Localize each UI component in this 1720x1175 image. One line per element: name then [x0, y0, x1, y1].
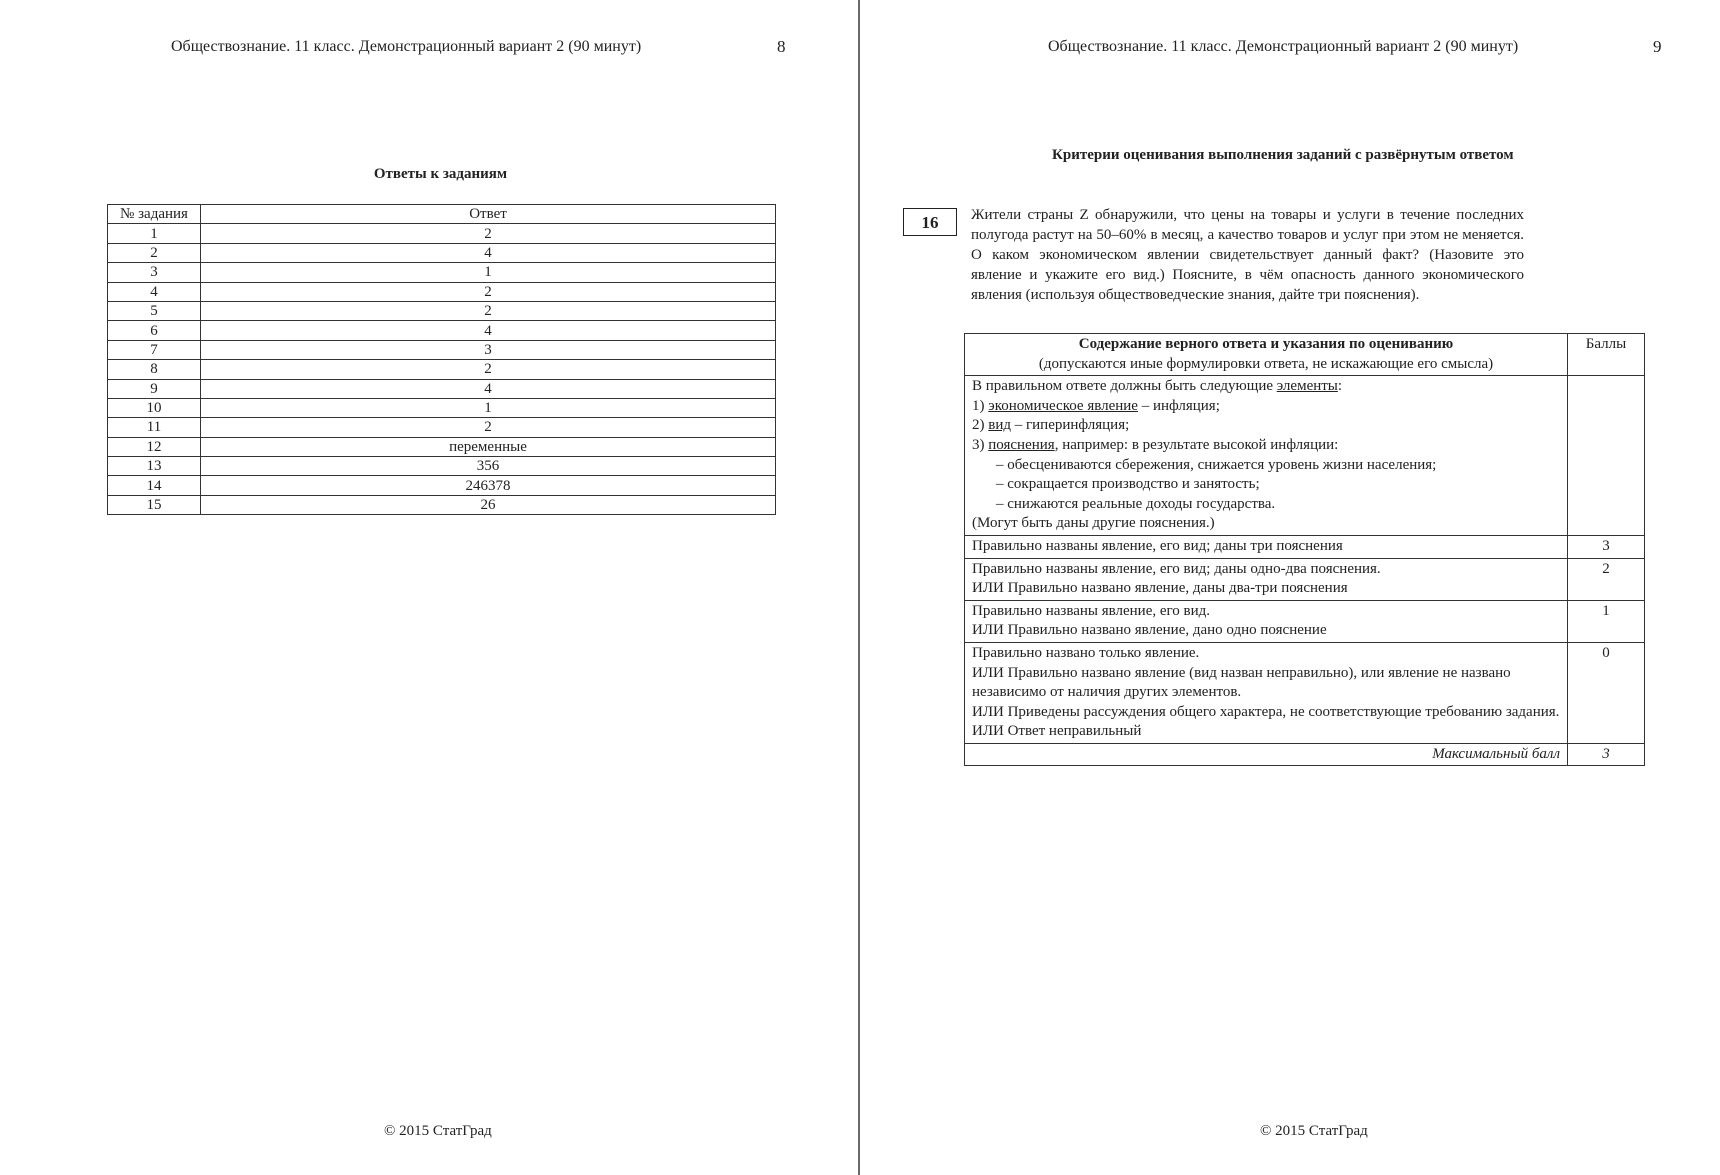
answer-intro-text: В правильном ответе должны быть следующие	[972, 378, 1277, 395]
criteria-description	[965, 642, 1568, 743]
task-number-cell: 4	[108, 282, 201, 301]
answer-cell: 1	[201, 398, 776, 417]
answer-element-2	[972, 416, 1560, 436]
answer-intro-underlined: элементы	[1276, 378, 1338, 395]
table-row	[108, 398, 776, 417]
criteria-line: ИЛИ Правильно названо явление (вид назван неправильно), или явление не названо независимо от наличия других элементов.	[972, 664, 1511, 701]
task-number-cell: 7	[108, 340, 201, 359]
criteria-heading: Критерии оценивания выполнения заданий с развёрнутым ответом	[1052, 147, 1514, 163]
answer-element-3	[972, 436, 1560, 456]
answer-cell: 2	[201, 301, 776, 320]
table-row	[108, 495, 776, 514]
criteria-line: Правильно названы явление, его вид.	[972, 602, 1211, 619]
max-score-value: 3	[1568, 743, 1645, 766]
element-text: , например: в результате высокой инфляции:	[1054, 436, 1339, 453]
criteria-row	[965, 642, 1645, 743]
criteria-row	[965, 558, 1645, 600]
element-text: – инфляция;	[1137, 397, 1220, 414]
task-number-cell: 3	[108, 263, 201, 282]
task-number-cell: 2	[108, 243, 201, 262]
left-page	[0, 0, 858, 1175]
task-number-cell: 12	[108, 437, 201, 456]
answer-cell: 246378	[201, 476, 776, 495]
task-number-cell: 15	[108, 495, 201, 514]
answers-table-body	[108, 224, 776, 515]
answer-intro-tail: :	[1337, 378, 1343, 395]
table-row	[108, 476, 776, 495]
page-header: Обществознание. 11 класс. Демонстрационный вариант 2 (90 минут)	[1048, 38, 1519, 55]
criteria-header-title: Содержание верного ответа и указания по оцениванию	[1078, 336, 1454, 352]
explanation-item: – сокращается производство и занятость;	[996, 476, 1260, 493]
answers-heading: Ответы к заданиям	[373, 166, 508, 182]
task-number-cell: 5	[108, 301, 201, 320]
element-number: 3)	[972, 436, 989, 453]
task-number-box: 16	[903, 208, 957, 236]
table-row	[108, 360, 776, 379]
task-number-cell: 10	[108, 398, 201, 417]
task-number-cell: 6	[108, 321, 201, 340]
element-label: вид	[988, 417, 1011, 434]
criteria-row	[965, 535, 1645, 558]
table-row	[108, 457, 776, 476]
criteria-line: Правильно названы явление, его вид; даны одно-два пояснения.	[972, 560, 1381, 577]
page-number: 8	[777, 37, 786, 56]
answer-cell: 4	[201, 379, 776, 398]
criteria-answer-row	[965, 376, 1645, 536]
criteria-points: 1	[1568, 600, 1645, 642]
criteria-line: Правильно названо только явление.	[972, 644, 1200, 661]
criteria-table	[964, 333, 1645, 766]
answer-cell: 4	[201, 243, 776, 262]
answer-cell: 3	[201, 340, 776, 359]
table-row	[108, 282, 776, 301]
right-page	[860, 0, 1720, 1175]
criteria-line: ИЛИ Правильно названо явление, даны два-три пояснения	[972, 580, 1348, 597]
answer-cell: переменные	[201, 437, 776, 456]
criteria-points: 0	[1568, 642, 1645, 743]
task-number-cell: 8	[108, 360, 201, 379]
task-text: Жители страны Z обнаружили, что цены на товары и услуги в течение последних полугода растут на 50–60% в месяц, а качество товаров и услуг при этом не меняется. О каком экономическом явлении свидетельствует данный факт? (Назовите это явление и укажите его вид.) Поясните, в чём опасность данного экономического явления (используя обществоведческие знания, дайте три пояснения).	[971, 207, 1524, 303]
answers-table	[107, 204, 776, 515]
column-header-answer: Ответ	[201, 205, 776, 224]
criteria-description	[965, 535, 1568, 558]
answer-cell: 356	[201, 457, 776, 476]
criteria-header-row	[965, 334, 1645, 376]
criteria-line: ИЛИ Правильно названо явление, дано одно пояснение	[972, 622, 1327, 639]
max-score-label: Максимальный балл	[965, 743, 1568, 766]
criteria-points: 2	[1568, 558, 1645, 600]
answer-cell: 2	[201, 418, 776, 437]
table-row	[108, 301, 776, 320]
answer-content	[965, 376, 1568, 536]
criteria-row	[965, 600, 1645, 642]
criteria-line: Правильно названы явление, его вид; даны три пояснения	[972, 537, 1343, 554]
answer-element-1	[972, 397, 1560, 417]
max-score-row	[965, 743, 1645, 766]
element-label: пояснения	[988, 436, 1055, 453]
page-footer: © 2015 СтатГрад	[1260, 1123, 1368, 1139]
criteria-line: ИЛИ Приведены рассуждения общего характера, не соответствующие требованию задания.	[972, 703, 1560, 720]
answer-cell: 2	[201, 224, 776, 243]
element-number: 1)	[972, 397, 989, 414]
table-row	[108, 243, 776, 262]
answer-cell: 4	[201, 321, 776, 340]
table-row	[108, 321, 776, 340]
criteria-line: ИЛИ Ответ неправильный	[972, 723, 1142, 740]
task-number-cell: 14	[108, 476, 201, 495]
explanation-item: – обесцениваются сбережения, снижается уровень жизни населения;	[996, 456, 1437, 473]
criteria-description	[965, 600, 1568, 642]
page-footer: © 2015 СтатГрад	[384, 1123, 492, 1139]
table-row	[108, 263, 776, 282]
column-header-task: № задания	[108, 205, 201, 224]
table-row	[108, 418, 776, 437]
table-row	[108, 379, 776, 398]
criteria-table-body	[965, 376, 1645, 744]
page-number: 9	[1653, 37, 1662, 56]
answer-note: (Могут быть даны другие пояснения.)	[972, 515, 1215, 532]
criteria-header-note: (допускаются иные формулировки ответа, не искажающие его смысла)	[1038, 355, 1494, 372]
answer-cell: 26	[201, 495, 776, 514]
answer-cell: 2	[201, 282, 776, 301]
answer-points-cell	[1568, 376, 1645, 536]
task-number-cell: 13	[108, 457, 201, 476]
table-header-row	[108, 205, 776, 224]
answer-cell: 1	[201, 263, 776, 282]
answer-cell: 2	[201, 360, 776, 379]
table-row	[108, 340, 776, 359]
answer-intro	[972, 377, 1560, 397]
element-text: – гиперинфляция;	[1011, 417, 1130, 434]
criteria-header-content	[965, 334, 1568, 376]
criteria-header-points: Баллы	[1568, 334, 1645, 376]
element-number: 2)	[972, 417, 989, 434]
task-number-cell: 1	[108, 224, 201, 243]
table-row	[108, 437, 776, 456]
criteria-points: 3	[1568, 535, 1645, 558]
task-number-cell: 11	[108, 418, 201, 437]
criteria-description	[965, 558, 1568, 600]
element-label: экономическое явление	[988, 397, 1138, 414]
explanation-item: – снижаются реальные доходы государства.	[996, 495, 1276, 512]
page-header: Обществознание. 11 класс. Демонстрационный вариант 2 (90 минут)	[171, 38, 642, 55]
task-number-cell: 9	[108, 379, 201, 398]
table-row	[108, 224, 776, 243]
